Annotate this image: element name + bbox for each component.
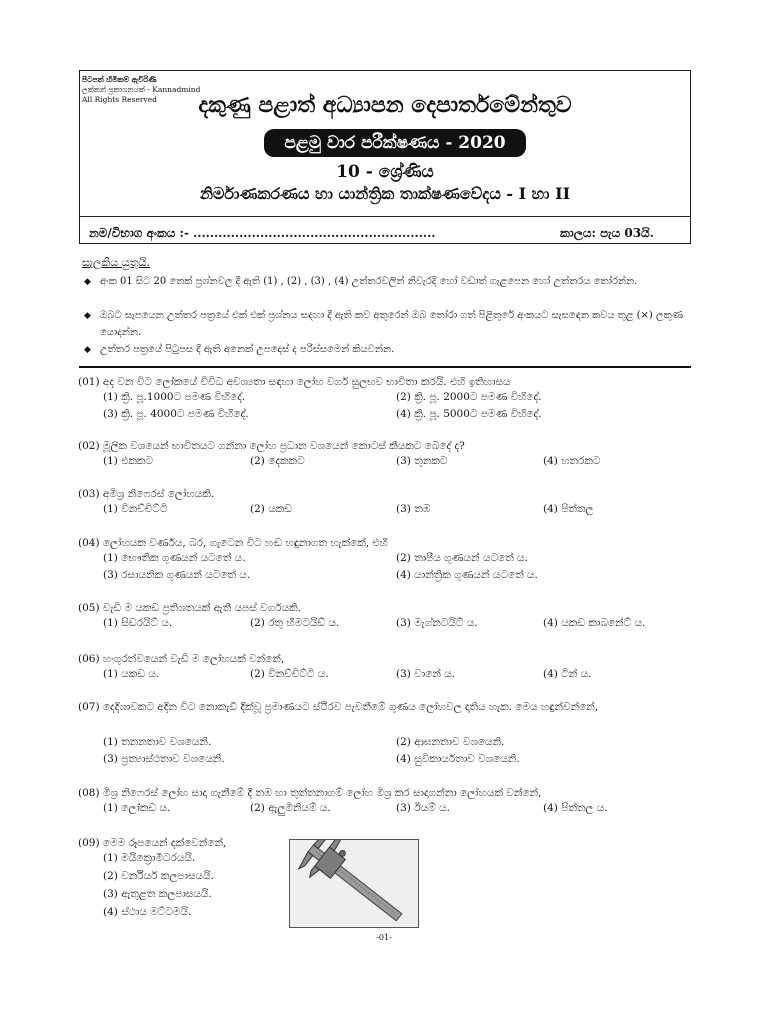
question-02: (02) මූලික වශයෙන් භාවිතයට ගන්නා ලෝහ ප්‍රධාන වශයෙන් කොටස් කීයකට බෙදේ ද? (1) එකකට (2) දෙකකට (3) තුනකට (4) හතරකට [78,440,601,467]
option: (2) ඇලුමිනියම් ය. [250,802,331,814]
note-item: ◆ ඔබට සැපයෙන උත්තර පත්‍රයේ එක් එක් ප්‍රශ්නය සඳහා දී ඇති කව අතුරෙන් ඔබ තෝරා ගත් පිළිතුරේ අංකයට සැසඳෙන කවය තුළ (×) ලකුණ යොදන්න. [84,310,683,338]
option: (2) තාපීය ගුණයන් යටතේ ය. [396,552,528,564]
option: (4) පිත්තල ය. [543,802,608,814]
option: (2) විනච්චිට්ටි ය. [250,668,329,680]
question-05: (05) වැඩි ම යකඩ ප්‍රතිශතයක් ඇති යපස් වර්ගයකි. (1) සිඩරයිට් ය. (2) රතු හීමටයිඩ් ය. (3) මැග්නටයිට් ය. (4) යකඩ කාබනේට් ය. [78,602,646,629]
time-label: කාලය: පැය 03යි. [560,226,654,240]
option: (2) දෙකකට [250,455,305,467]
option: (4) හතරකට [543,455,601,467]
option: (3) මැග්නටයිට් ය. [396,617,478,629]
question-09: (09) මෙම රූපයෙන් දක්වෙන්නේ, (1) මයික්‍රොමීටරයයි. (2) වර්නියර් කලපාසයයි. (3) ඇතුළත කලපාසයයි. (4) ස්ථාය මට්ටමයි. [78,837,227,918]
question-06: (06) හංගුරත්වයෙන් වැඩි ම ලෝහයක් වන්නේ, (1) යකඩ ය. (2) විනච්චිට්ටි ය. (3) වානේ ය. (4) ටින් ය. [78,653,592,680]
option: (1) ලෝකඩ ය. [103,802,171,814]
subject-title: නිර්මාණකරණය හා යාන්ත්‍රික තාක්ෂණවේදය - I හා II [199,184,571,203]
question-08: (08) මිශ්‍ර නිෆෙරස් ලෝහ සාදා ගැනීමේ දී තඹ හා තුත්තනාගම් ලෝහ මිශ්‍ර කර සාදාගන්නා ලෝහයක් වන්නේ, (1) ලෝකඩ ය. (2) ඇලුමිනියම් ය. (3) ඊයම් ය. (4) පිත්තල ය. [78,787,608,814]
question-07: (07) දෙදිශාවකට අදින විට නොකැඩී දික්වූ ප්‍රමාණයට ස්ථිරව පැවතීමේ ගුණය ලෝහවල දෘතිය හැක. මෙය හඳුන්වන්නේ, (1) තනනතාව වශයෙනි. (2) ආඝනතාව වශයෙනි. (3) ප්‍රත්‍යාස්ථතාව වශයෙනි. (4) සුවිකාර්යතාව වශයෙනි. [78,701,599,765]
option: (4) ටින් ය. [543,668,592,680]
option: (1) විනච්චිට්ටි [103,503,168,515]
option: (4) ක්‍රි. පූ. 5000ට පමණ විහිදේ. [396,408,542,420]
option: (3) ක්‍රි. පූ. 4000ට පමණ විහිදේ. [103,408,249,420]
caliper-drawing [290,840,418,927]
diamond-bullet-icon: ◆ [84,311,91,321]
header-divider [79,216,691,217]
notes-divider [79,366,691,368]
option: (1) සිඩරයිට් ය. [103,617,173,629]
option: (1) මයික්‍රොමීටරයයි. [103,852,196,864]
option: (3) ඊයම් ය. [396,802,450,814]
vernier-caliper-image [289,839,419,928]
option: (4) පිත්තල [543,503,594,515]
rights-line-3: All Rights Reserved [82,95,157,104]
diamond-bullet-icon: ◆ [84,277,91,287]
diamond-bullet-icon: ◆ [84,345,91,355]
option: (2) වර්නියර් කලපාසයයි. [103,870,214,882]
option: (4) යාන්ත්‍රික ගුණයන් යටතේ ය. [396,569,538,581]
option: (2) ක්‍රි. පූ. 2000ට පමණ විහිදේ. [396,391,542,403]
rights-line-1: පිටපත් හිමිකම් ඇවිරිණි [82,75,157,84]
note-item: ◆ අංක 01 සිට 20 තෙක් ප්‍රශ්නවල දී ඇති (1) , (2) , (3) , (4) උත්තරවලින් නිවැරදි හෝ වඩාත් ගැළපෙන හෝ උත්තරය තෝරන්න. [84,273,694,291]
notes-title: සැලකිය යුතුයි. [82,256,150,269]
option: (2) ආඝනතාව වශයෙනි. [396,736,505,748]
option: (4) යකඩ කාබනේට් ය. [543,617,646,629]
exam-banner: පළමු වාර පරීක්ෂණය - 2020 [264,129,526,157]
option: (1) තනනතාව වශයෙනි. [103,736,212,748]
option: (1) එකකට [103,455,153,467]
rights-line-2: ලක්කන් ප්‍රකාශනයක් - Kannadmind [82,85,201,94]
option: (3) තුනකට [396,455,448,467]
option: (3) ප්‍රත්‍යාස්ථතාව වශයෙනි. [103,753,225,765]
grade-label: 10 - ශ්‍රේණිය [336,162,434,182]
option: (1) ක්‍රි. පූ.1000ට පමණ විහිදේ. [103,391,246,403]
option: (1) භෞතික ගුණයන් යටතේ ය. [103,552,246,564]
question-03: (03) අමිශ්‍ර නිෆෙරස් ලෝහයකි. (1) විනච්චිට්ටි (2) යකඩ (3) තඹ (4) පිත්තල [78,488,594,515]
option: (2) රතු හීමටයිඩ් ය. [250,617,340,629]
question-04: (04) ලෝහයක වර්ණය, බර, ගැටෙන විට හඬ හඳුනාගත හැක්කේ, එහි (1) භෞතික ගුණයන් යටතේ ය. (2) තාපීය ගුණයන් යටතේ ය. (3) රසායනික ගුණයන් යටතේ ය. (4) යාන්ත්‍රික ගුණයන් යටතේ ය. [78,537,538,581]
option: (4) ස්ථාය මට්ටමයි. [103,906,192,918]
department-title: දකුණු පළාත් අධ්‍යාපන දෙපාර්තමේන්තුව [198,92,572,118]
question-01: (01) අද වන විට ලෝකයේ විවිධ අවශ්‍යතා සඳහා ලෝහ වර්ග සුලභව භාවිතා කරයි. එහි ඉතිහාසය (1) ක්‍රි. පූ.1000ට පමණ විහිදේ. (2) ක්‍රි. පූ. 2000ට පමණ විහිදේ. (3) ක්‍රි. පූ. 4000ට පමණ විහිදේ. (4) ක්‍රි. පූ. 5000ට පමණ විහිදේ. [78,376,542,420]
option: (3) රසායනික ගුණයන් යටතේ ය. [103,569,251,581]
name-index-field: නම/විභාග අංකය :- .......................................................... [89,226,436,240]
option: (4) සුවිකාර්යතාව වශයෙනි. [396,753,520,765]
note-item: ◆ උත්තර පත්‍රයේ පිටුපස දී ඇති අනෙක් උපදෙස් ද පරිස්සමෙන් කියවන්න. [84,341,694,359]
option: (3) වානේ ය. [396,668,456,680]
option: (3) ඇතුළත කලපාසයයි. [103,888,212,900]
option: (1) යකඩ ය. [103,668,160,680]
option: (3) තඹ [396,503,431,515]
page-number: -01- [376,933,392,942]
option: (2) යකඩ [250,503,293,515]
